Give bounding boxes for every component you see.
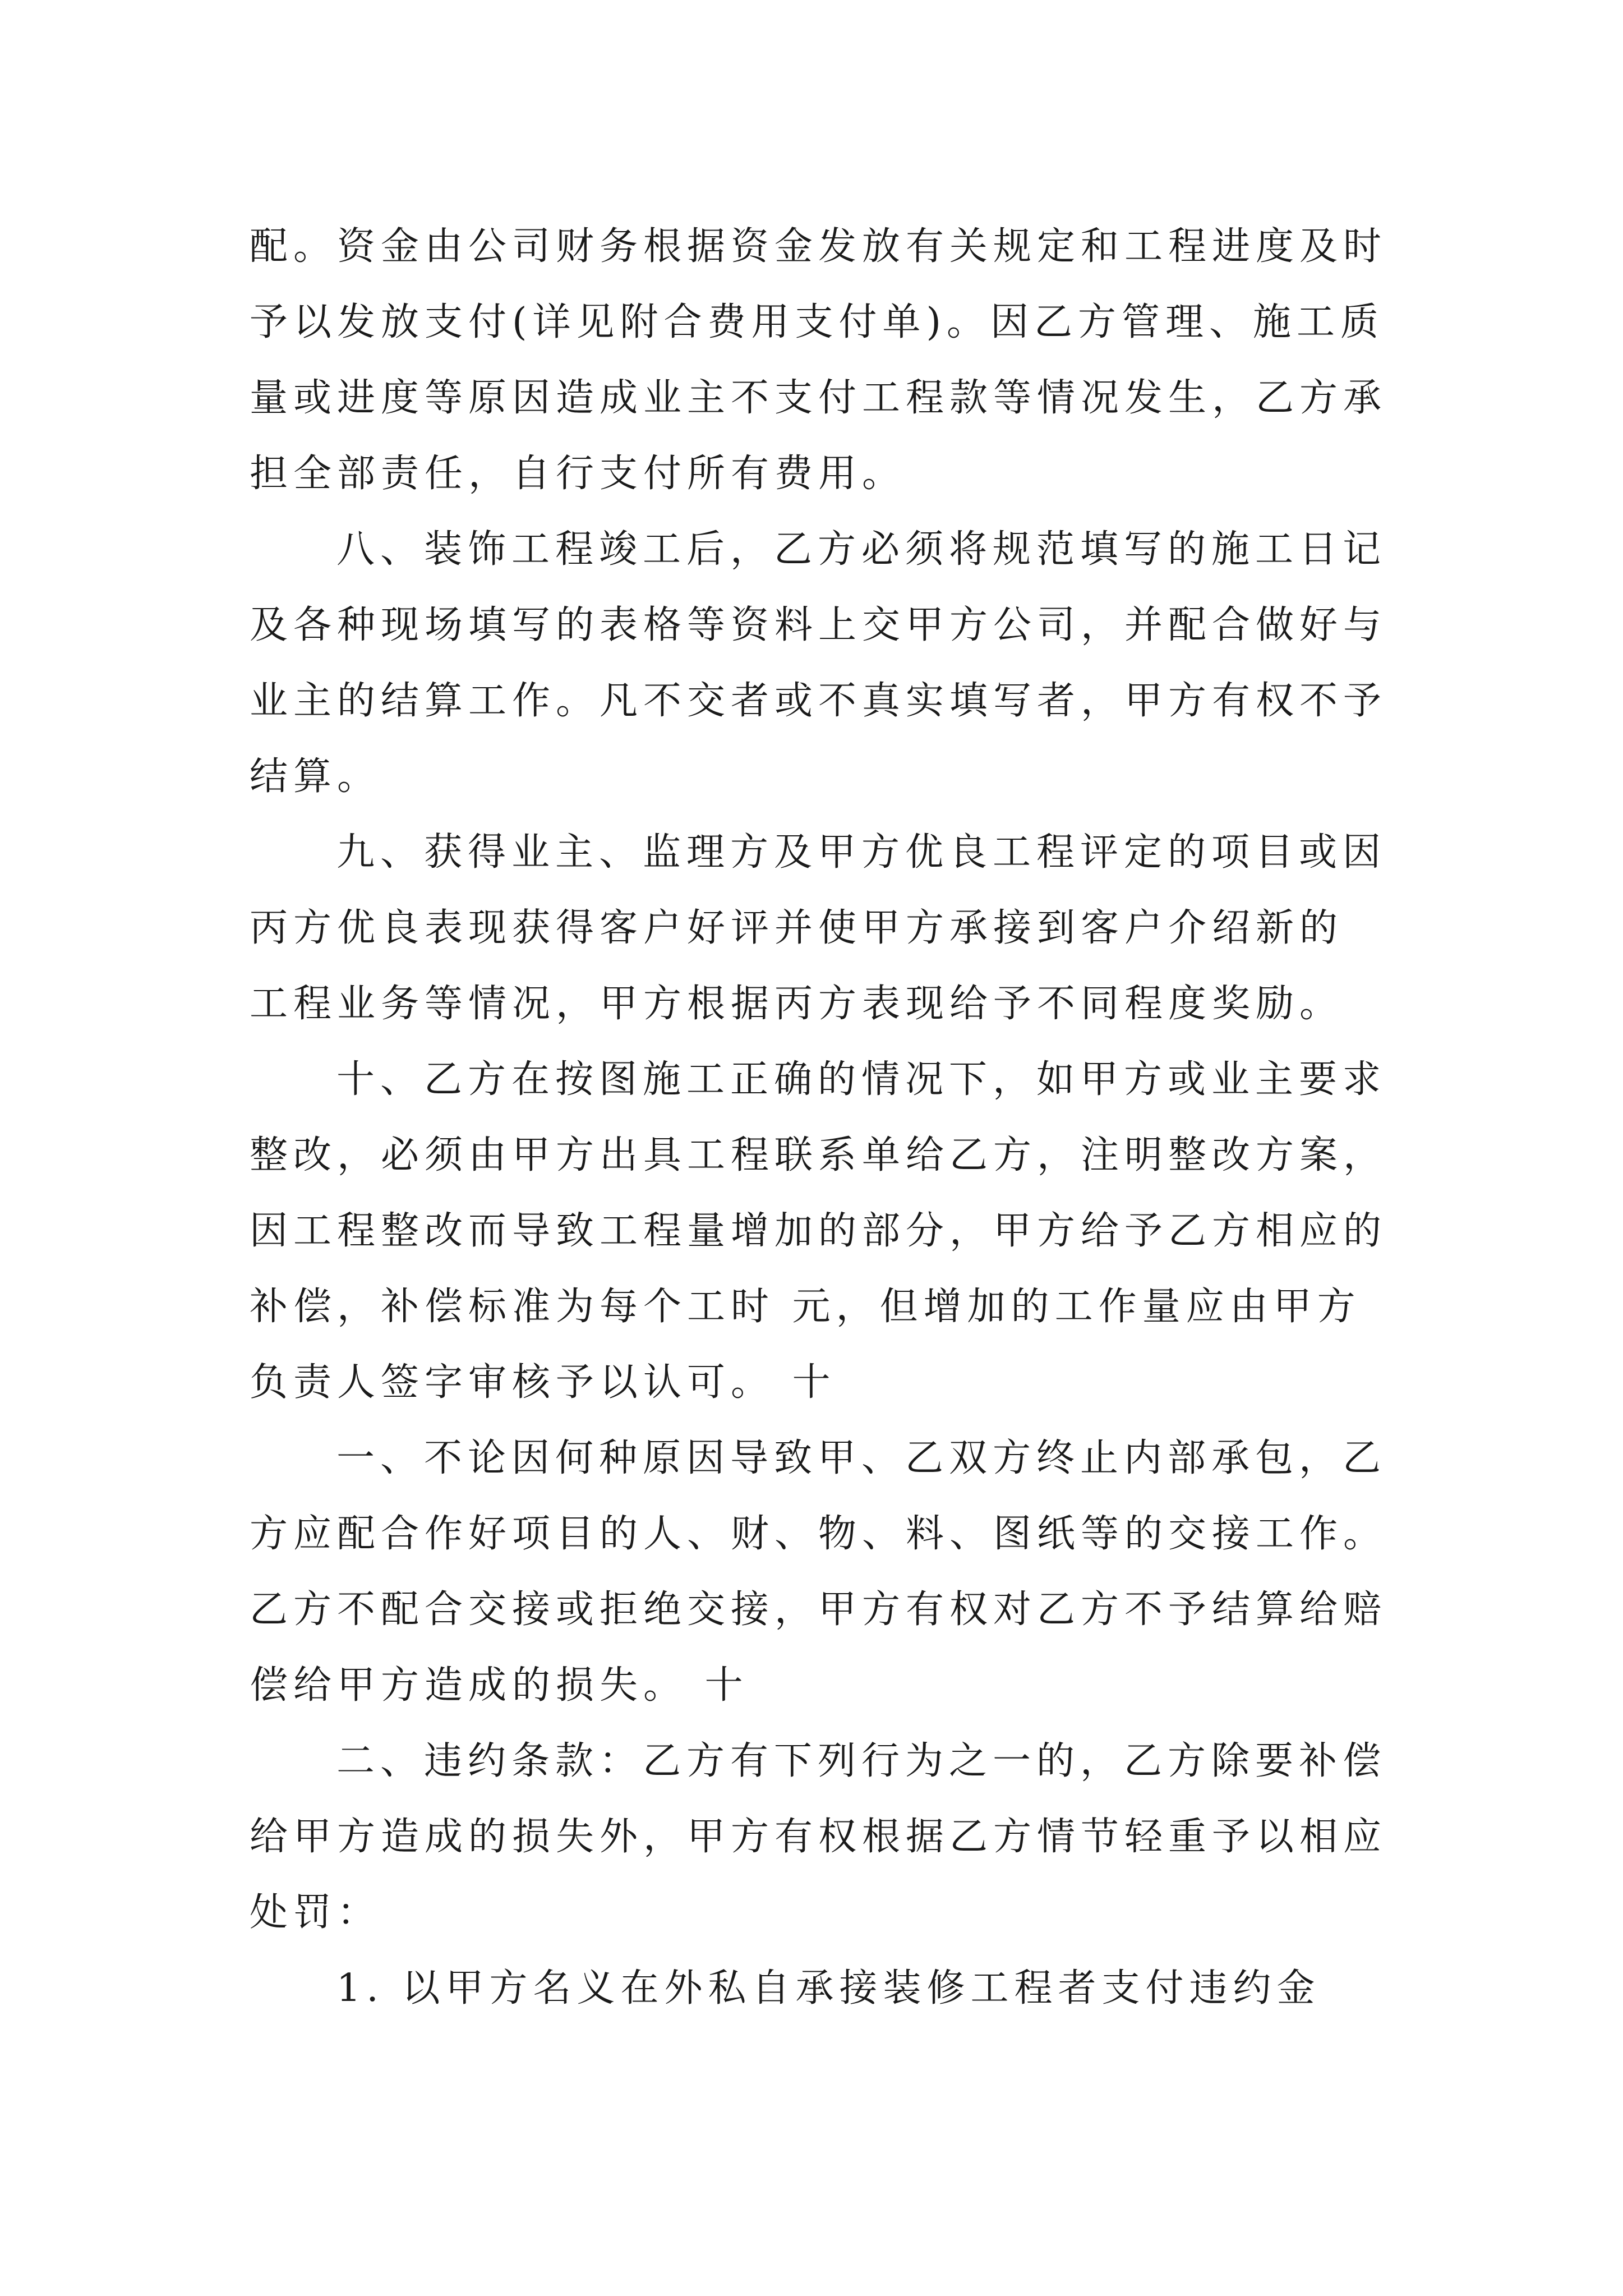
paragraph-8-start: 八、装饰工程竣工后，乙方必须将规范填写的施工日记 <box>336 527 1387 572</box>
paragraph-9-start: 九、获得业主、监理方及甲方优良工程评定的项目或因 <box>336 830 1387 875</box>
text-line: 予以发放支付(详见附合费用支付单)。因乙方管理、施工质 <box>250 300 1385 344</box>
paragraph-12-start: 二、违约条款：乙方有下列行为之一的，乙方除要补偿 <box>336 1739 1387 1783</box>
text-line: 方应配合作好项目的人、财、物、料、图纸等的交接工作。 <box>250 1512 1387 1556</box>
text-line: 业主的结算工作。凡不交者或不真实填写者，甲方有权不予 <box>250 679 1387 723</box>
text-line: 乙方不配合交接或拒绝交接，甲方有权对乙方不予结算给赔 <box>250 1588 1387 1632</box>
text-line: 整改，必须由甲方出具工程联系单给乙方，注明整改方案， <box>250 1133 1387 1177</box>
text-line: 及各种现场填写的表格等资料上交甲方公司，并配合做好与 <box>250 603 1387 647</box>
paragraph-11-start: 一、不论因何种原因导致甲、乙双方终止内部承包，乙 <box>336 1436 1387 1480</box>
text-line: 工程业务等情况，甲方根据丙方表现给予不同程度奖励。 <box>250 982 1344 1026</box>
text-line: 偿给甲方造成的损失。 十 <box>250 1663 749 1708</box>
text-line: 丙方优良表现获得客户好评并使甲方承接到客户介绍新的 <box>250 906 1344 950</box>
text-line: 量或进度等原因造成业主不支付工程款等情况发生，乙方承 <box>250 376 1387 420</box>
text-line: 结算。 <box>250 754 381 799</box>
text-line: 负责人签字审核予以认可。 十 <box>250 1360 836 1405</box>
paragraph-10-start: 十、乙方在按图施工正确的情况下，如甲方或业主要求 <box>336 1057 1387 1102</box>
text-line: 给甲方造成的损失外，甲方有权根据乙方情节轻重予以相应 <box>250 1815 1387 1859</box>
list-item-1: 1. 以甲方名义在外私自承接装修工程者支付违约金 <box>336 1966 1321 2010</box>
text-line: 担全部责任，自行支付所有费用。 <box>250 452 906 496</box>
text-line: 配。资金由公司财务根据资金发放有关规定和工程进度及时 <box>250 224 1387 269</box>
text-line: 补偿，补偿标准为每个工时 元，但增加的工作量应由甲方 <box>250 1285 1361 1329</box>
text-line: 处罚： <box>250 1890 381 1935</box>
text-line: 因工程整改而导致工程量增加的部分，甲方给予乙方相应的 <box>250 1209 1387 1253</box>
